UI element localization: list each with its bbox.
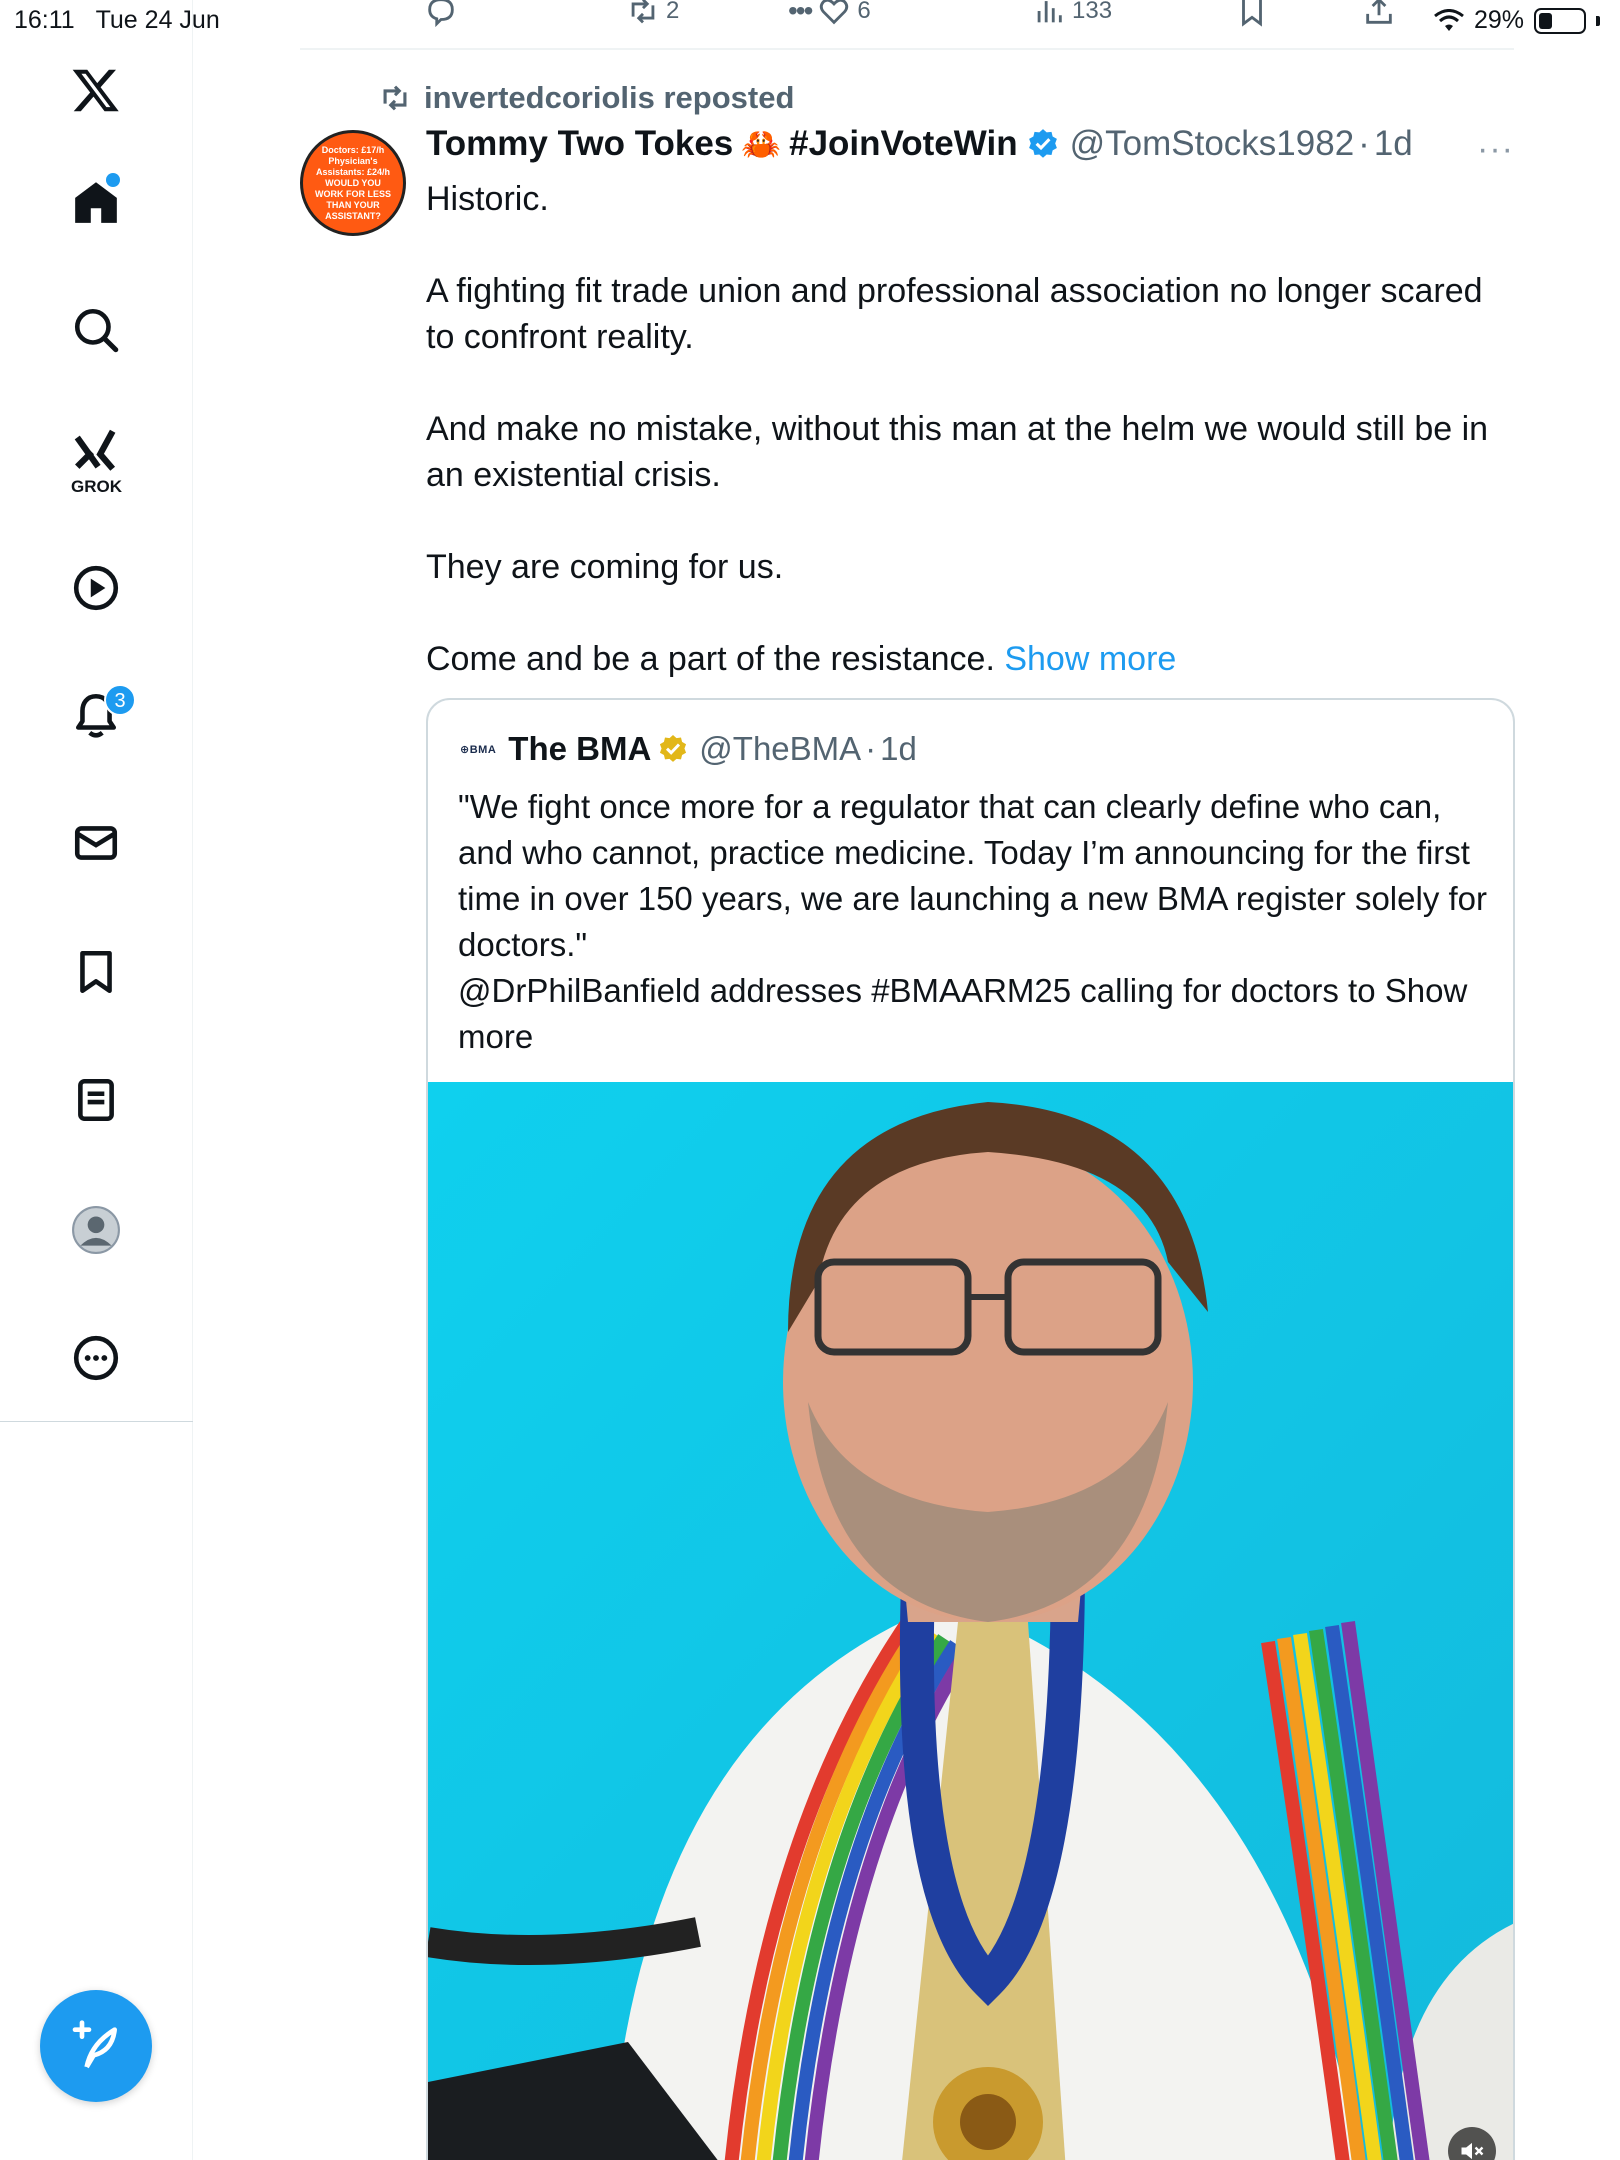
heart-icon xyxy=(817,0,851,28)
sidebar-item-videos[interactable] xyxy=(56,548,136,628)
battery-fill xyxy=(1539,13,1552,29)
compose-button[interactable] xyxy=(40,1990,152,2102)
tweet-paragraph: They are coming for us. xyxy=(426,548,784,586)
crab-emoji: 🦀 xyxy=(741,126,782,162)
show-more-link[interactable]: Show more xyxy=(1004,640,1177,678)
sidebar-item-bookmarks[interactable] xyxy=(56,932,136,1012)
more-icon xyxy=(71,1333,121,1383)
quote-time[interactable]: 1d xyxy=(880,730,917,767)
repost-icon xyxy=(378,81,412,115)
battery-nub xyxy=(1596,16,1600,26)
status-time: 16:11 Tue 24 Jun xyxy=(14,6,220,34)
views-count: 133 xyxy=(1072,0,1113,24)
sidebar-item-lists[interactable] xyxy=(56,1060,136,1140)
sidebar-item-profile[interactable] xyxy=(56,1190,136,1270)
bookmark-icon xyxy=(71,947,121,997)
bookmark-action-button[interactable] xyxy=(1235,0,1269,28)
quote-paragraph-2: @DrPhilBanfield addresses #BMAARM25 calling for doctors to Show more xyxy=(458,972,1468,1055)
list-icon xyxy=(71,1075,121,1125)
repost-indicator[interactable] xyxy=(378,80,794,116)
battery-percent: 29% xyxy=(1473,6,1524,34)
sidebar-divider xyxy=(0,1421,193,1422)
bookmark-icon xyxy=(1235,0,1269,28)
sidebar-item-more[interactable] xyxy=(56,1318,136,1398)
like-count: 6 xyxy=(857,0,871,24)
share-button[interactable] xyxy=(1362,0,1396,28)
tweet-paragraph: And make no mistake, without this man at the helm we would still be in an existential crisis. xyxy=(426,410,1489,494)
author-handle[interactable]: @TomStocks1982 xyxy=(1069,124,1355,163)
search-icon xyxy=(71,305,121,355)
grok-icon xyxy=(71,425,121,475)
tweet-last-paragraph xyxy=(426,636,1516,682)
mail-icon xyxy=(71,818,121,868)
like-button[interactable] xyxy=(788,0,871,28)
avatar-icon xyxy=(71,1205,121,1255)
x-logo-icon xyxy=(71,65,121,115)
notification-badge: 3 xyxy=(104,684,136,716)
time-separator: · xyxy=(1358,124,1370,163)
tweet-time[interactable]: 1d xyxy=(1373,124,1413,163)
repost-label: invertedcoriolis reposted xyxy=(424,80,795,115)
tweet-paragraph: Historic. xyxy=(426,180,549,218)
quote-header xyxy=(460,730,917,768)
prev-tweet-actions xyxy=(300,0,1400,30)
quote-author-name[interactable]: The BMA xyxy=(508,730,652,767)
speaker-photo xyxy=(428,1082,1515,2160)
quoted-tweet[interactable] xyxy=(426,698,1515,2160)
overflow-dots: ••• xyxy=(788,0,812,26)
x-logo[interactable] xyxy=(56,50,136,130)
quote-handle[interactable]: @TheBMA xyxy=(699,730,862,767)
gold-verified-icon xyxy=(657,733,689,765)
reply-icon xyxy=(424,0,458,28)
tweet-paragraph: Come and be a part of the resistance. xyxy=(426,640,995,678)
sidebar-item-explore[interactable] xyxy=(56,290,136,370)
repost-icon xyxy=(626,0,660,28)
speaker-muted-icon xyxy=(1458,2137,1486,2160)
share-icon xyxy=(1362,0,1396,28)
feed-divider xyxy=(300,48,1514,50)
author-name[interactable]: Tommy Two Tokes xyxy=(426,124,734,163)
tweet-more-button[interactable]: ··· xyxy=(1477,130,1514,168)
quote-paragraph: "We fight once more for a regulator that can clearly define who can, and who cannot, practice medicine. Today I’m announcing for the first time in over 150 years, we are launching a new BMA register solely for doctors." xyxy=(458,788,1487,963)
compose-icon xyxy=(68,2018,124,2074)
reply-button[interactable] xyxy=(424,0,458,28)
play-icon xyxy=(71,563,121,613)
repost-button[interactable] xyxy=(626,0,679,28)
wifi-icon xyxy=(1434,9,1464,33)
verified-badge-icon xyxy=(1026,127,1060,161)
tweet-paragraph: A fighting fit trade union and professional association no longer scared to confront reality. xyxy=(426,272,1483,356)
quote-video[interactable] xyxy=(428,1082,1515,2160)
sidebar xyxy=(0,0,193,2160)
tweet-text xyxy=(426,176,1516,682)
views-button[interactable] xyxy=(1032,0,1112,28)
quote-time-separator: · xyxy=(865,730,877,767)
author-avatar[interactable] xyxy=(300,130,406,236)
status-right xyxy=(1434,6,1600,35)
sidebar-item-messages[interactable] xyxy=(56,803,136,883)
bma-logo: ⊕BMA xyxy=(460,743,497,756)
battery-icon xyxy=(1534,8,1586,34)
quote-text xyxy=(458,784,1488,1060)
home-unread-dot xyxy=(106,173,120,187)
author-hashtag[interactable]: #JoinVoteWin xyxy=(789,124,1018,163)
sidebar-item-home[interactable] xyxy=(56,162,136,242)
avatar-text: Doctors: £17/h Physician's Assistants: £24/h WOULD YOU WORK FOR LESS THAN YOUR ASSISTANT? xyxy=(315,144,391,221)
views-icon xyxy=(1032,0,1066,28)
repost-count: 2 xyxy=(666,0,680,24)
tweet-header xyxy=(426,124,1413,164)
grok-label: GROK xyxy=(71,477,122,496)
